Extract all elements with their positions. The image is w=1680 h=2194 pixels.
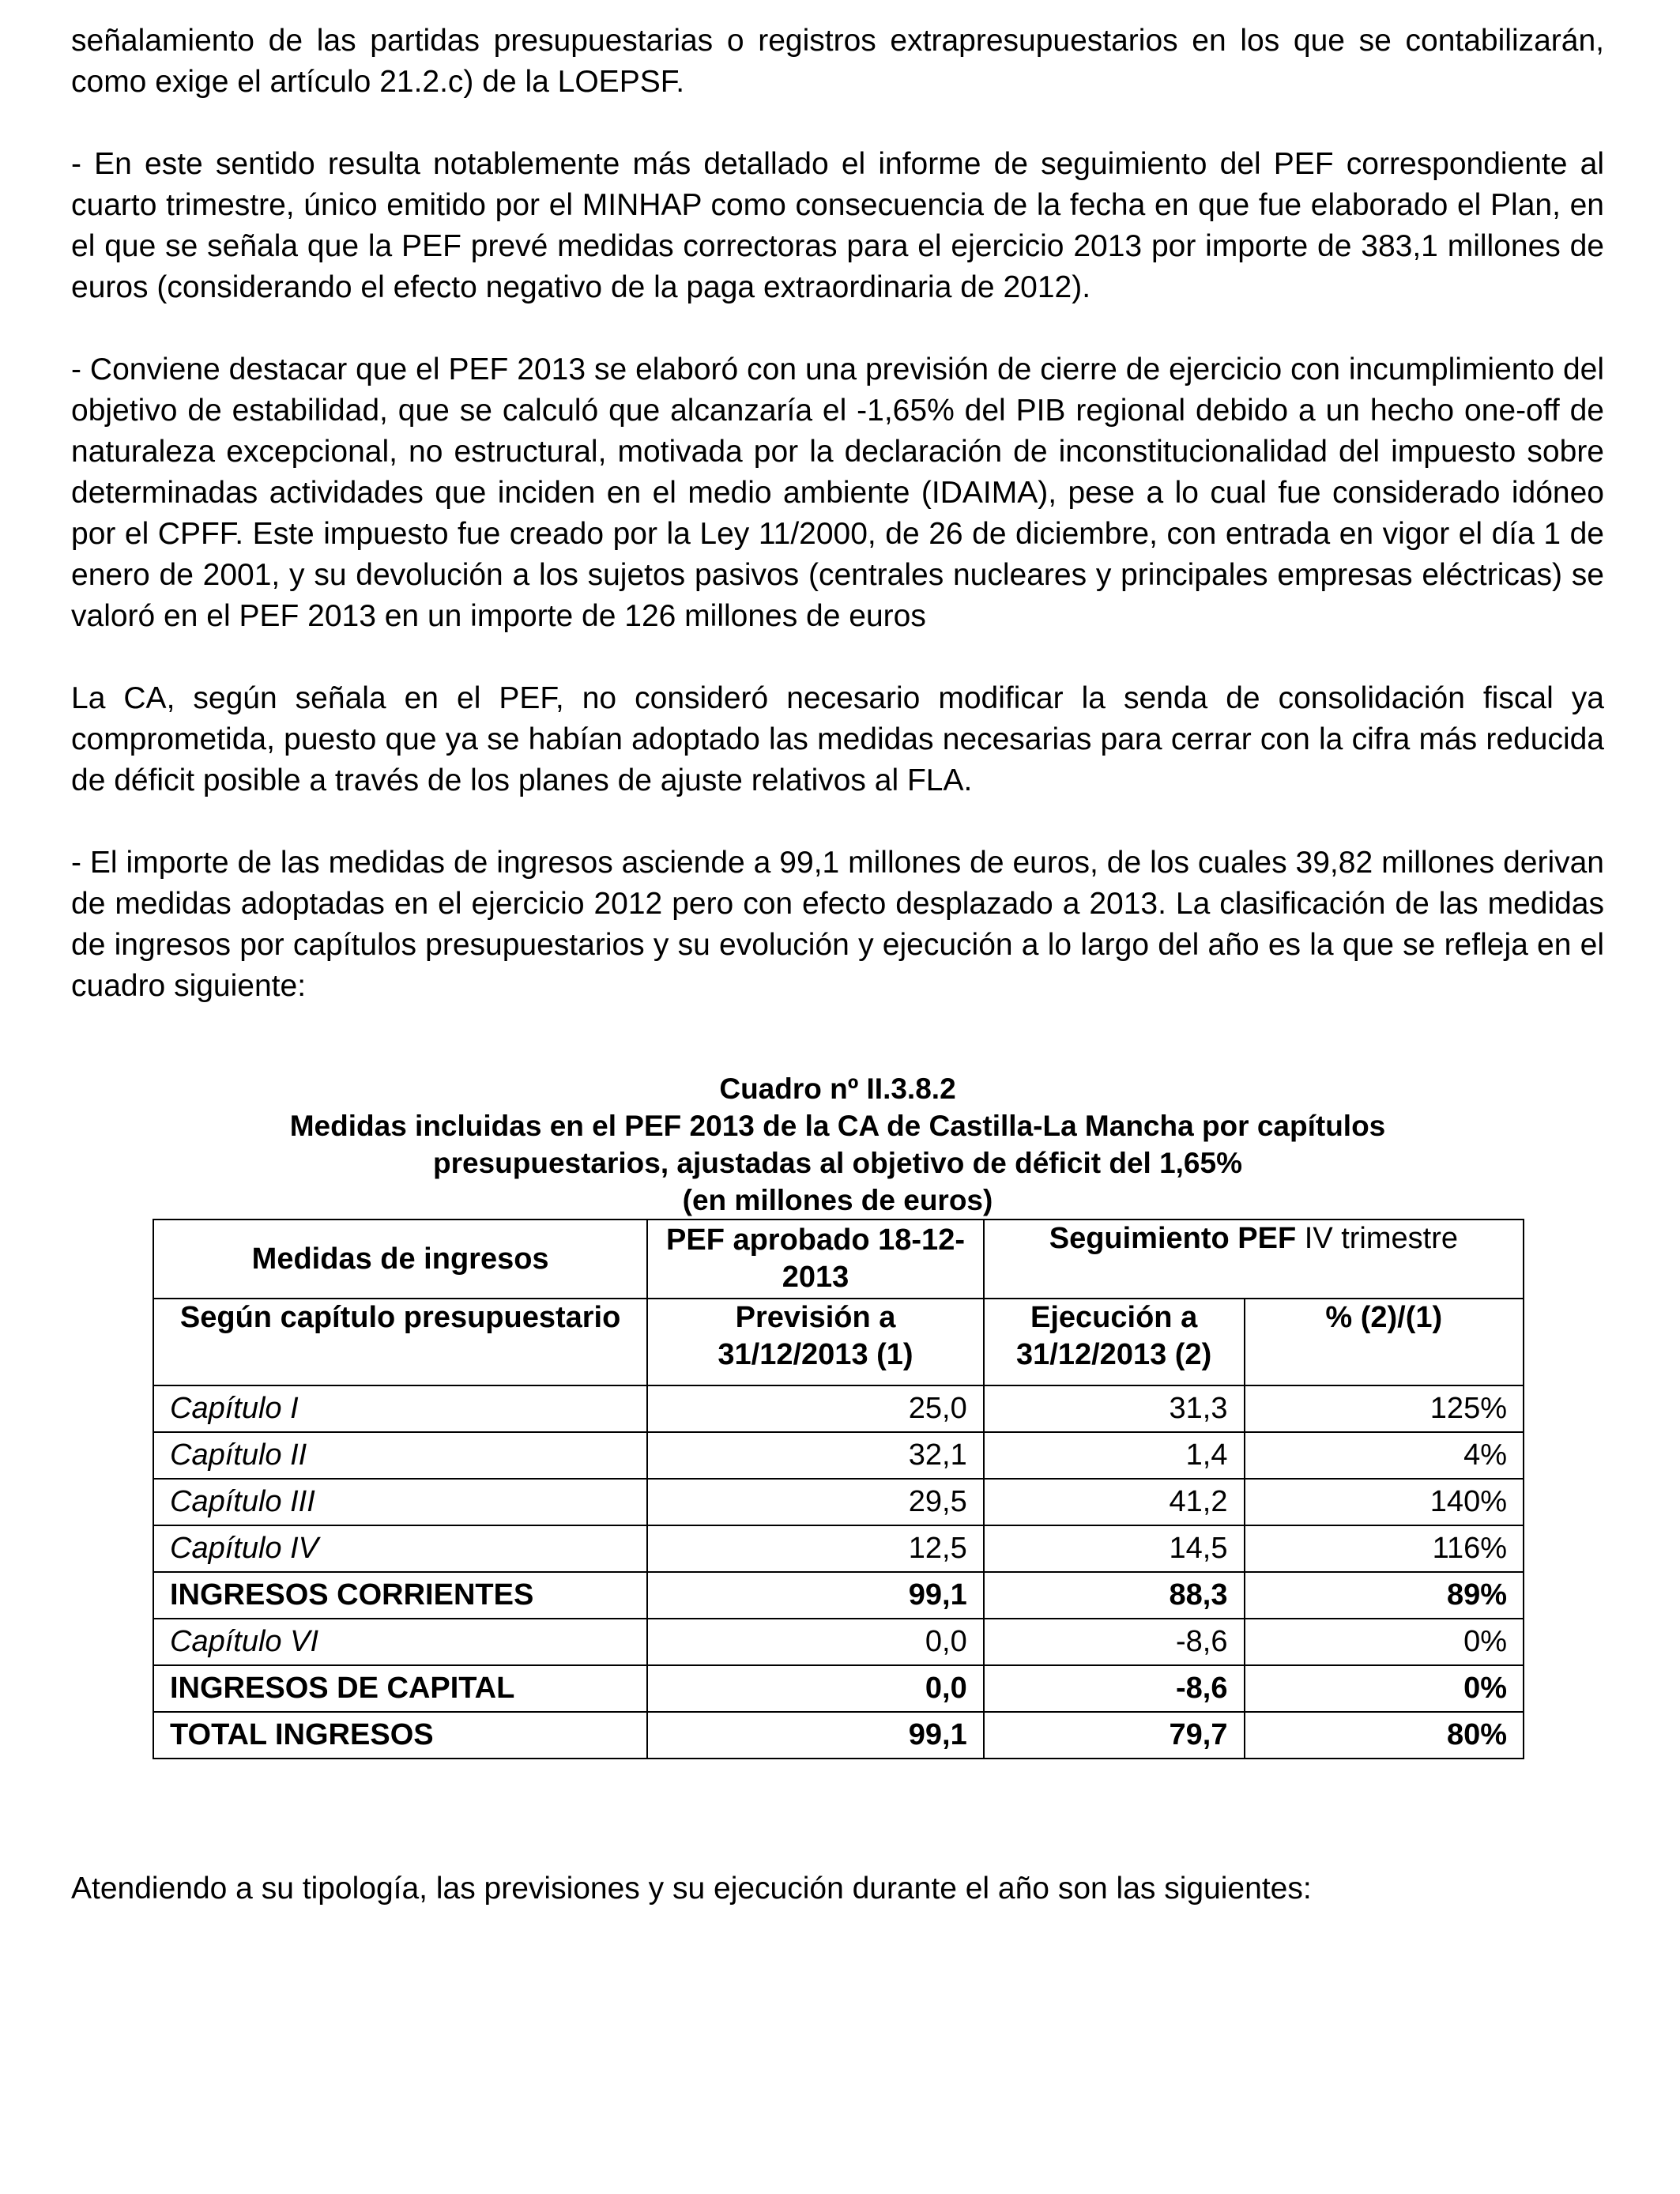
row-forecast: 29,5 (647, 1479, 984, 1525)
row-percent: 80% (1245, 1712, 1524, 1759)
row-forecast: 25,0 (647, 1385, 984, 1432)
table-title: Cuadro nº II.3.8.2 (719, 1072, 956, 1105)
header-execution: Ejecución a 31/12/2013 (2) (984, 1299, 1245, 1385)
table-row (153, 1665, 1524, 1712)
table-caption (71, 1070, 1604, 1219)
measures-table (153, 1219, 1524, 1759)
table-subtitle-line1: Medidas incluidas en el PEF 2013 de la CA de Castilla-La Mancha por capítulos (289, 1110, 1386, 1142)
table-header-row-1 (153, 1220, 1524, 1299)
row-label: INGRESOS DE CAPITAL (153, 1665, 647, 1712)
table-row (153, 1619, 1524, 1665)
header-by-chapter: Según capítulo presupuestario (153, 1299, 647, 1385)
row-percent: 89% (1245, 1572, 1524, 1619)
table-row (153, 1432, 1524, 1479)
row-execution: 31,3 (984, 1385, 1245, 1432)
row-label: Capítulo II (153, 1432, 647, 1479)
row-label: TOTAL INGRESOS (153, 1712, 647, 1759)
row-label: Capítulo VI (153, 1619, 647, 1665)
table-row (153, 1479, 1524, 1525)
header-tracking-bold: Seguimiento PEF (1049, 1222, 1297, 1255)
document-page (71, 21, 1604, 1909)
paragraph-4: La CA, según señala en el PEF, no consideró necesario modificar la senda de consolidación fiscal ya comprometida, puesto que ya se habían adoptado las medidas necesarias para cerrar con la cifra más reducida de déficit posible a través de los planes de ajuste relativos al FLA. (71, 681, 1604, 797)
table-row (153, 1712, 1524, 1759)
row-percent: 0% (1245, 1665, 1524, 1712)
row-execution: 1,4 (984, 1432, 1245, 1479)
row-label: Capítulo III (153, 1479, 647, 1525)
row-percent: 125% (1245, 1385, 1524, 1432)
row-execution: -8,6 (984, 1619, 1245, 1665)
row-forecast: 32,1 (647, 1432, 984, 1479)
table-units: (en millones de euros) (682, 1184, 993, 1216)
paragraph-3: - Conviene destacar que el PEF 2013 se elaboró con una previsión de cierre de ejercicio con incumplimiento del objetivo de estabilidad, que se calculó que alcanzaría el -1,65% del PIB regional debido a un hecho one-off de naturaleza excepcional, no estructural, motivada por la declaración de inconstitucionalidad del impuesto sobre determinadas actividades que inciden en el medio ambiente (IDAIMA), pese a lo cual fue considerado idóneo por el CPFF. Este impuesto fue creado por la Ley 11/2000, de 26 de diciembre, con entrada en vigor el día 1 de enero de 2001, y su devolución a los sujetos pasivos (centrales nucleares y principales empresas eléctricas) se valoró en el PEF 2013 en un importe de 126 millones de euros (71, 352, 1604, 633)
row-percent: 4% (1245, 1432, 1524, 1479)
row-execution: 88,3 (984, 1572, 1245, 1619)
header-measures: Medidas de ingresos (153, 1220, 647, 1299)
table-row (153, 1385, 1524, 1432)
row-forecast: 12,5 (647, 1525, 984, 1572)
row-label: Capítulo I (153, 1385, 647, 1432)
paragraph-2: - En este sentido resulta notablemente más detallado el informe de seguimiento del PEF correspondiente al cuarto trimestre, único emitido por el MINHAP como consecuencia de la fecha en que fue elaborado el Plan, en el que se señala que la PEF prevé medidas correctoras para el ejercicio 2013 por importe de 383,1 millones de euros (considerando el efecto negativo de la paga extraordinaria de 2012). (71, 147, 1604, 304)
row-execution: -8,6 (984, 1665, 1245, 1712)
row-label: INGRESOS CORRIENTES (153, 1572, 647, 1619)
row-percent: 0% (1245, 1619, 1524, 1665)
paragraph-1: señalamiento de las partidas presupuestarias o registros extrapresupuestarios en los que se contabilizarán, como exige el artículo 21.2.c) de la LOEPSF. (71, 24, 1604, 99)
table-row (153, 1572, 1524, 1619)
row-execution: 41,2 (984, 1479, 1245, 1525)
header-tracking-normal: IV trimestre (1296, 1222, 1459, 1255)
row-forecast: 0,0 (647, 1665, 984, 1712)
table-row (153, 1525, 1524, 1572)
row-percent: 116% (1245, 1525, 1524, 1572)
table-subtitle-line2: presupuestarios, ajustadas al objetivo de déficit del 1,65% (432, 1147, 1242, 1179)
header-tracking (984, 1220, 1524, 1299)
closing-paragraph: Atendiendo a su tipología, las previsiones y su ejecución durante el año son las siguientes: (71, 1872, 1312, 1906)
row-execution: 79,7 (984, 1712, 1245, 1759)
paragraph-5: - El importe de las medidas de ingresos asciende a 99,1 millones de euros, de los cuales 39,82 millones derivan de medidas adoptadas en el ejercicio 2012 pero con efecto desplazado a 2013. La clasificación de las medidas de ingresos por capítulos presupuestarios y su evolución y ejecución a lo largo del año es la que se refleja en el cuadro siguiente: (71, 846, 1604, 1003)
row-forecast: 99,1 (647, 1572, 984, 1619)
row-label: Capítulo IV (153, 1525, 647, 1572)
header-pef-approved: PEF aprobado 18-12-2013 (647, 1220, 984, 1299)
table-body (153, 1385, 1524, 1759)
table-header-row-2 (153, 1299, 1524, 1385)
header-forecast: Previsión a 31/12/2013 (1) (647, 1299, 984, 1385)
row-forecast: 99,1 (647, 1712, 984, 1759)
row-forecast: 0,0 (647, 1619, 984, 1665)
header-percent: % (2)/(1) (1245, 1299, 1524, 1385)
row-execution: 14,5 (984, 1525, 1245, 1572)
row-percent: 140% (1245, 1479, 1524, 1525)
